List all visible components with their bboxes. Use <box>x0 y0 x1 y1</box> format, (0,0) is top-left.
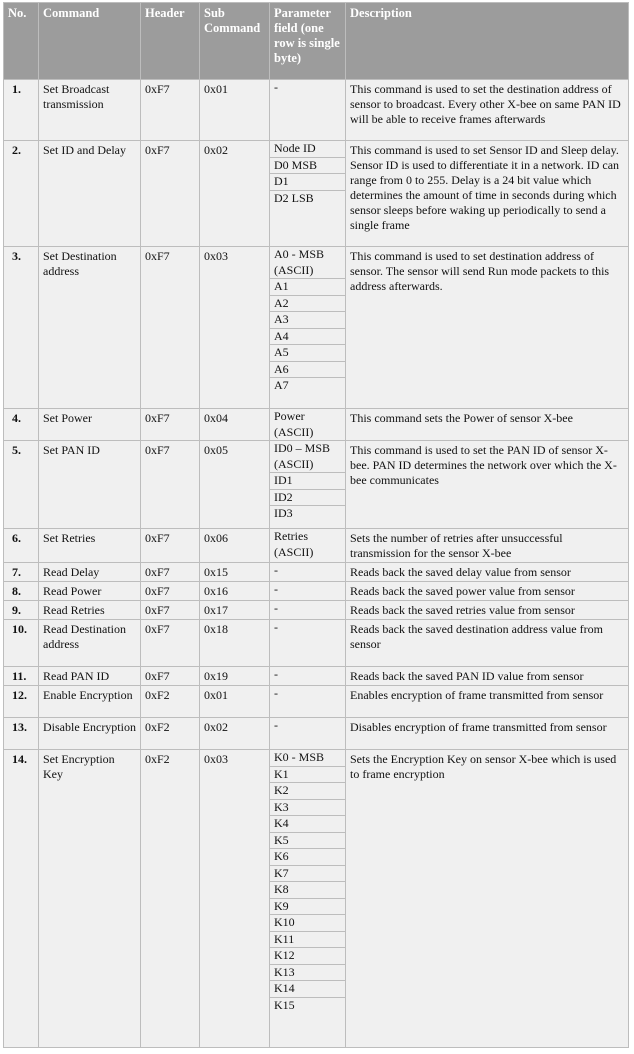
parameter-byte: K6 <box>270 849 345 866</box>
parameter-list <box>270 582 345 598</box>
table-row <box>4 80 629 141</box>
sub-command-cell: 0x17 <box>200 601 270 620</box>
parameter-list <box>270 141 345 206</box>
header-parameter-field: Parameter field (one row is single byte) <box>270 3 346 80</box>
table-row <box>4 563 629 582</box>
command-cell: Read Delay <box>39 563 141 582</box>
parameter-cell <box>270 582 346 601</box>
row-number: 8. <box>4 582 39 601</box>
header-cell: 0xF7 <box>141 620 200 667</box>
parameter-cell <box>270 141 346 247</box>
parameter-byte: - <box>274 582 278 596</box>
parameter-byte: K5 <box>270 833 345 850</box>
table-row <box>4 409 629 441</box>
header-command: Command <box>39 3 141 80</box>
header-cell: 0xF7 <box>141 141 200 247</box>
parameter-byte: K3 <box>270 800 345 817</box>
header-cell: 0xF7 <box>141 563 200 582</box>
header-description: Description <box>346 3 629 80</box>
row-number: 9. <box>4 601 39 620</box>
parameter-byte: - <box>274 80 278 94</box>
header-cell: 0xF2 <box>141 750 200 1048</box>
row-number: 7. <box>4 563 39 582</box>
parameter-byte: K1 <box>270 767 345 784</box>
parameter-cell <box>270 601 346 620</box>
description-cell: Reads back the saved power value from sensor <box>346 582 629 601</box>
header-cell: 0xF2 <box>141 718 200 750</box>
description-cell: Sets the number of retries after unsuccessful transmission for the sensor X-bee <box>346 529 629 563</box>
table-row <box>4 620 629 667</box>
table-row <box>4 750 629 1048</box>
description-cell: Reads back the saved PAN ID value from sensor <box>346 667 629 686</box>
sub-command-cell: 0x15 <box>200 563 270 582</box>
parameter-byte: K15 <box>274 997 295 1012</box>
description-cell: This command sets the Power of sensor X-bee <box>346 409 629 441</box>
parameter-list <box>270 686 345 702</box>
sub-command-cell: 0x19 <box>200 667 270 686</box>
parameter-list <box>270 750 345 1013</box>
parameter-byte: K12 <box>270 948 345 965</box>
description-cell: Enables encryption of frame transmitted from sensor <box>346 686 629 718</box>
row-number: 13. <box>4 718 39 750</box>
parameter-byte: K13 <box>270 965 345 982</box>
sub-command-cell: 0x02 <box>200 141 270 247</box>
parameter-byte: K2 <box>270 783 345 800</box>
table-row <box>4 667 629 686</box>
parameter-byte: - <box>274 563 278 577</box>
command-cell: Set Power <box>39 409 141 441</box>
command-cell: Set PAN ID <box>39 441 141 529</box>
command-cell: Set Destination address <box>39 247 141 409</box>
parameter-list <box>270 718 345 734</box>
parameter-byte: K14 <box>270 981 345 998</box>
description-cell: Sets the Encryption Key on sensor X-bee which is used to frame encryption <box>346 750 629 1048</box>
description-cell: Disables encryption of frame transmitted from sensor <box>346 718 629 750</box>
parameter-byte: D2 LSB <box>274 190 314 205</box>
parameter-list <box>270 667 345 683</box>
parameter-cell <box>270 409 346 441</box>
sub-command-cell: 0x03 <box>200 247 270 409</box>
command-cell: Read Destination address <box>39 620 141 667</box>
parameter-list <box>270 409 345 440</box>
parameter-cell <box>270 80 346 141</box>
description-cell: This command is used to set Sensor ID and Sleep delay. Sensor ID is used to differentiate it in a network. ID can range from 0 to 255. Delay is a 24 bit value which determines the amount of time in seconds during which sensor sleeps before waking up periodically to send a single frame <box>346 141 629 247</box>
parameter-list <box>270 601 345 617</box>
parameter-byte: Power (ASCII) <box>274 409 314 439</box>
table-row <box>4 582 629 601</box>
parameter-byte: K10 <box>270 915 345 932</box>
parameter-byte: K0 - MSB <box>270 750 345 767</box>
parameter-byte: A0 - MSB (ASCII) <box>270 247 345 279</box>
table-row <box>4 141 629 247</box>
parameter-byte: A5 <box>270 345 345 362</box>
parameter-list <box>270 529 345 560</box>
row-number: 3. <box>4 247 39 409</box>
header-cell: 0xF7 <box>141 441 200 529</box>
command-cell: Set ID and Delay <box>39 141 141 247</box>
header-no: No. <box>4 3 39 80</box>
header-sub-command: Sub Command <box>200 3 270 80</box>
command-cell: Set Encryption Key <box>39 750 141 1048</box>
row-number: 5. <box>4 441 39 529</box>
sub-command-cell: 0x05 <box>200 441 270 529</box>
parameter-byte: ID2 <box>270 490 345 507</box>
parameter-byte: Retries (ASCII) <box>274 529 314 559</box>
parameter-byte: Node ID <box>270 141 345 158</box>
parameter-byte: A1 <box>270 279 345 296</box>
table-row <box>4 441 629 529</box>
parameter-byte: A2 <box>270 296 345 313</box>
table-row <box>4 247 629 409</box>
description-cell: Reads back the saved delay value from sensor <box>346 563 629 582</box>
parameter-byte: - <box>274 718 278 732</box>
command-cell: Read PAN ID <box>39 667 141 686</box>
table-row <box>4 718 629 750</box>
parameter-byte: ID1 <box>270 473 345 490</box>
parameter-byte: A7 <box>274 378 289 392</box>
parameter-byte: K9 <box>270 899 345 916</box>
parameter-byte: D0 MSB <box>270 158 345 175</box>
sub-command-cell: 0x06 <box>200 529 270 563</box>
description-cell: This command is used to set the destination address of sensor to broadcast. Every other X-bee on same PAN ID will be able to receive frames afterwards <box>346 80 629 141</box>
row-number: 1. <box>4 80 39 141</box>
row-number: 2. <box>4 141 39 247</box>
header-cell: 0xF7 <box>141 582 200 601</box>
description-cell: This command is used to set the PAN ID of sensor X-bee. PAN ID determines the network over which the X-bee communicates <box>346 441 629 529</box>
sub-command-cell: 0x02 <box>200 718 270 750</box>
sub-command-cell: 0x16 <box>200 582 270 601</box>
row-number: 6. <box>4 529 39 563</box>
table-row <box>4 601 629 620</box>
command-cell: Set Broadcast transmission <box>39 80 141 141</box>
parameter-byte: - <box>274 667 278 681</box>
row-number: 14. <box>4 750 39 1048</box>
header-header: Header <box>141 3 200 80</box>
parameter-cell <box>270 620 346 667</box>
parameter-list <box>270 620 345 636</box>
header-cell: 0xF7 <box>141 247 200 409</box>
parameter-byte: D1 <box>270 174 345 191</box>
parameter-byte: - <box>274 620 278 634</box>
parameter-byte: A3 <box>270 312 345 329</box>
description-cell: Reads back the saved destination address value from sensor <box>346 620 629 667</box>
command-cell: Read Retries <box>39 601 141 620</box>
header-cell: 0xF7 <box>141 80 200 141</box>
table-row <box>4 529 629 563</box>
parameter-list <box>270 247 345 394</box>
command-cell: Disable Encryption <box>39 718 141 750</box>
parameter-byte: - <box>274 601 278 615</box>
parameter-cell <box>270 563 346 582</box>
command-cell: Enable Encryption <box>39 686 141 718</box>
parameter-list <box>270 563 345 579</box>
parameter-byte: A4 <box>270 329 345 346</box>
sub-command-cell: 0x04 <box>200 409 270 441</box>
header-cell: 0xF7 <box>141 409 200 441</box>
parameter-byte: K4 <box>270 816 345 833</box>
parameter-cell <box>270 718 346 750</box>
table-row <box>4 686 629 718</box>
row-number: 10. <box>4 620 39 667</box>
header-cell: 0xF7 <box>141 667 200 686</box>
header-cell: 0xF7 <box>141 529 200 563</box>
header-row <box>4 3 629 80</box>
row-number: 12. <box>4 686 39 718</box>
parameter-cell <box>270 667 346 686</box>
sub-command-cell: 0x03 <box>200 750 270 1048</box>
sub-command-cell: 0x01 <box>200 80 270 141</box>
sub-command-cell: 0x18 <box>200 620 270 667</box>
command-cell: Read Power <box>39 582 141 601</box>
parameter-list <box>270 80 345 96</box>
parameter-byte: K7 <box>270 866 345 883</box>
command-cell: Set Retries <box>39 529 141 563</box>
header-cell: 0xF7 <box>141 601 200 620</box>
parameter-byte: ID0 – MSB (ASCII) <box>270 441 345 473</box>
header-cell: 0xF2 <box>141 686 200 718</box>
description-cell: Reads back the saved retries value from sensor <box>346 601 629 620</box>
command-table <box>3 2 629 1048</box>
sub-command-cell: 0x01 <box>200 686 270 718</box>
description-cell: This command is used to set destination address of sensor. The sensor will send Run mode packets to this address afterwards. <box>346 247 629 409</box>
row-number: 4. <box>4 409 39 441</box>
parameter-cell <box>270 750 346 1048</box>
parameter-byte: - <box>274 686 278 700</box>
parameter-list <box>270 441 345 522</box>
parameter-cell <box>270 247 346 409</box>
parameter-cell <box>270 686 346 718</box>
parameter-byte: A6 <box>270 362 345 379</box>
parameter-cell <box>270 441 346 529</box>
parameter-byte: K8 <box>270 882 345 899</box>
parameter-byte: ID3 <box>274 506 293 520</box>
table-body <box>4 80 629 1048</box>
parameter-byte: K11 <box>270 932 345 949</box>
row-number: 11. <box>4 667 39 686</box>
parameter-cell <box>270 529 346 563</box>
